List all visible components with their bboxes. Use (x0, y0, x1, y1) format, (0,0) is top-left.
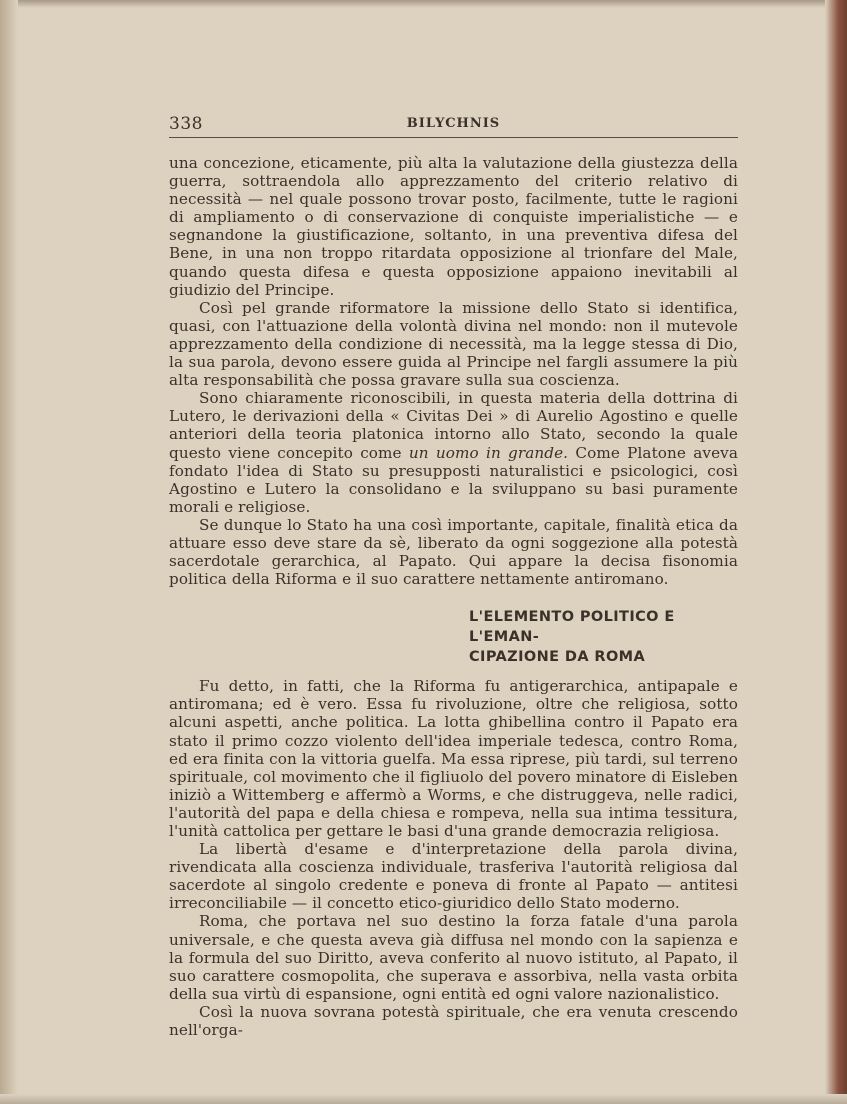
section-heading-line: L'ELEMENTO POLITICO E L'EMAN- (469, 609, 675, 646)
paragraph: Così pel grande riformatore la missione dello Stato si identifica, quasi, con l'attuazione della volontà divina nel mondo: non il mutevole apprezzamento della condizione di necessità, ma la legge stessa di Dio, la sua parola, devono essere guida al Principe nel fargli assumere la più alta responsabilità che possa gravare sulla sua coscienza. (169, 298, 738, 390)
paragraph-text: Sono chiaramente riconoscibili, in questa materia della dottrina di Lutero, le derivazioni della « Civitas Dei » di Aurelio Agostino e quelle anteriori della teoria platonica intorno allo Stato, secondo la quale questo viene concepito come (169, 389, 738, 462)
italic-phrase: un uomo in grande. (408, 443, 569, 462)
paragraph (169, 389, 738, 516)
page-bottom-edge (0, 1094, 847, 1104)
paragraph: La libertà d'esame e d'interpretazione della parola divina, rivendicata alla coscienza individuale, trasferiva l'autorità religiosa dal sacerdote al singolo credente e poneva di fronte al Papato — antitesi irreconciliabile — il concetto etico-giuridico dello Stato moderno. (169, 840, 738, 913)
paragraph: Fu detto, in fatti, che la Riforma fu antigerarchica, antipapale e antiromana; ed è vero. Essa fu rivoluzione, oltre che religiosa, sotto alcuni aspetti, anche politica. La lotta ghibellina contro il Papato era stato il primo cozzo violento dell'idea imperiale tedesca, contro Roma, ed era finita con la vittoria guelfa. Ma essa riprese, più tardi, sul terreno spirituale, col movimento che il figliuolo del povero minatore di Eisleben iniziò a Wittemberg e affermò a Worms, e che distruggeva, nelle radici, l'autorità del papa e della chiesa e rompeva, nella sua intima tessitura, l'unità cattolica per gettare le basi d'una grande democrazia religiosa. (169, 677, 738, 840)
paragraph: Roma, che portava nel suo destino la forza fatale d'una parola universale, e che questa aveva già diffusa nel mondo con la sapienza e la formula del suo Diritto, aveva conferito al nuovo istituto, al Papato, il suo carattere cosmopolita, che superava e assorbiva, nella vasta orbita della sua virtù di espansione, ogni entità ed ogni valore nazionalistico. (169, 912, 738, 1003)
section-heading (469, 607, 738, 667)
paragraph-text: Come Platone aveva fondato l'idea di Stato su presupposti naturalistici e psicologici, così Agostino e Lutero la consolidano e la sviluppano su basi puramente morali e religiose. (169, 443, 738, 516)
paragraph: Se dunque lo Stato ha una così importante, capitale, finalità etica da attuare esso deve stare da sè, liberato da ogni soggezione alla potestà sacerdotale gerarchica, al Papato. Qui appare la decisa fisonomia politica della Riforma e il suo carattere nettamente antiromano. (169, 515, 738, 589)
header-rule (169, 137, 738, 138)
page-number: 338 (169, 114, 203, 134)
section-heading-line: CIPAZIONE DA ROMA (469, 649, 646, 666)
running-header (169, 114, 738, 136)
paragraph: Così la nuova sovrana potestà spirituale, che era venuta crescendo nell'orga- (169, 1002, 738, 1040)
paragraph: una concezione, eticamente, più alta la valutazione della giustezza della guerra, sottraendola allo apprezzamento del criterio relativo di necessità — nel quale possono trovar posto, facilmente, tutte le ragioni di ampliamento o di conservazione di conquiste imperialistiche — e segnandone la giustificazione, soltanto, in una preventiva difesa del Bene, in una non troppo ritardata opposizione al trionfare del Male, quando questa difesa e questa opposizione appaiono inevitabili al giudizio del Principe. (169, 154, 738, 299)
article-body (169, 154, 738, 1039)
journal-title: BILYCHNIS (406, 116, 501, 131)
page-top-edge (0, 0, 847, 8)
page-left-edge (0, 0, 18, 1104)
page-right-edge (825, 0, 847, 1104)
